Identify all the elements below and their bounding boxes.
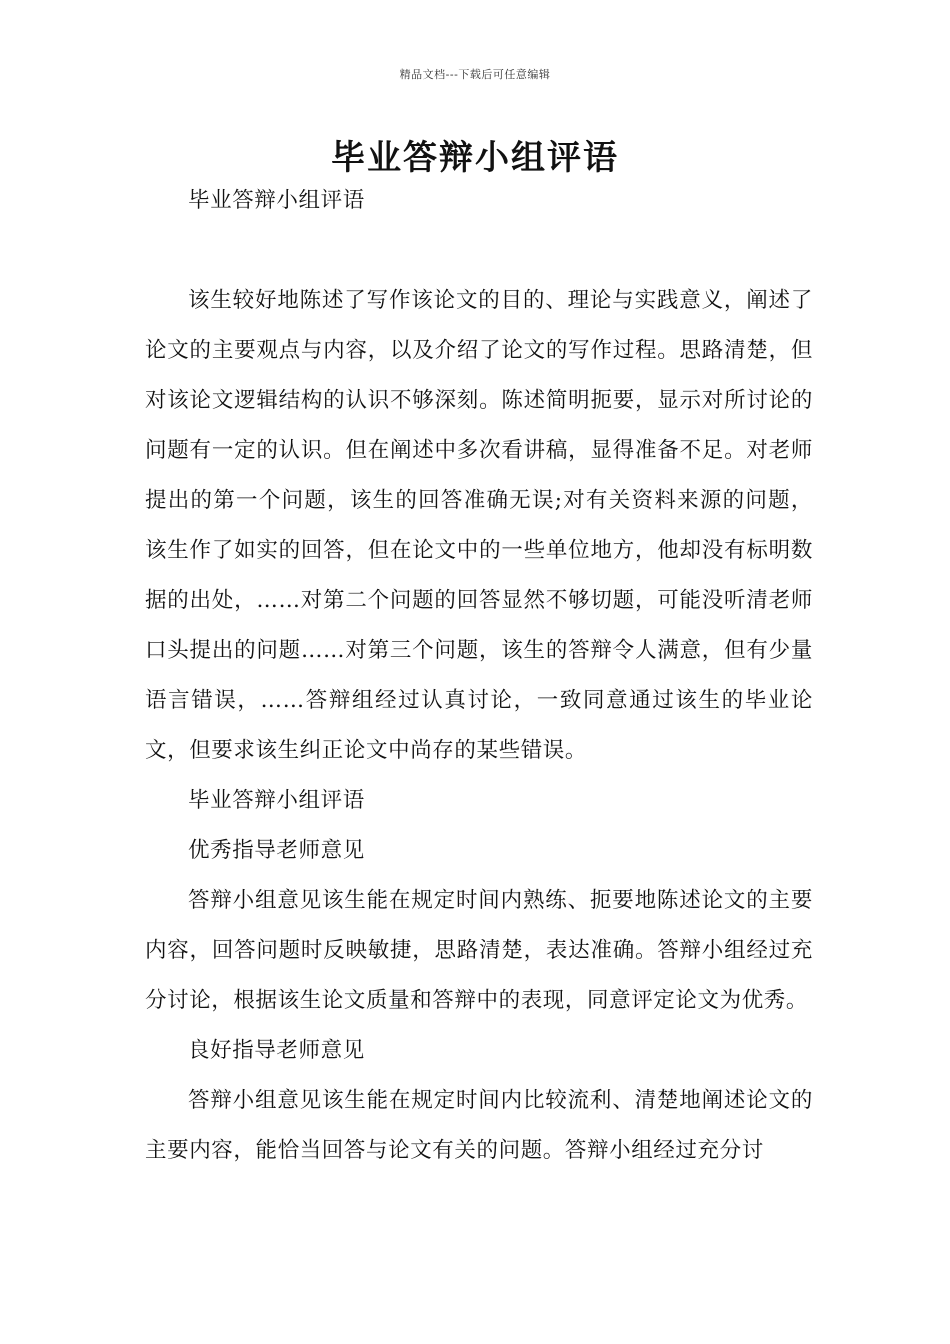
good-heading: 良好指导老师意见	[188, 1038, 365, 1063]
good-text: 答辩小组意见该生能在规定时间内比较流利、清楚地阐述论文的主要内容，能恰当回答与论文有关的问题。答辩小组经过充分讨	[145, 1088, 813, 1163]
section-heading: 毕业答辩小组评语	[188, 788, 365, 813]
blank-line	[145, 226, 813, 276]
paragraph-defense-comment: 该生较好地陈述了写作该论文的目的、理论与实践意义，阐述了论文的主要观点与内容，以及介绍了论文的写作过程。思路清楚，但对该论文逻辑结构的认识不够深刻。陈述简明扼要，显示对所讨论的问题有一定的认识。但在阐述中多次看讲稿，显得准备不足。对老师提出的第一个问题，该生的回答准确无误;对有关资料来源的问题，该生作了如实的回答，但在论文中的一些单位地方，他却没有标明数据的出处，……对第二个问题的回答显然不够切题，可能没听清老师口头提出的问题……对第三个问题，该生的答辩令人满意，但有少量语言错误，……答辩组经过认真讨论，一致同意通过该生的毕业论文，但要求该生纠正论文中尚存的某些错误。	[145, 288, 813, 763]
document-title: 毕业答辩小组评语	[331, 138, 619, 178]
excellent-text: 答辩小组意见该生能在规定时间内熟练、扼要地陈述论文的主要内容，回答问题时反映敏捷，思路清楚，表达准确。答辩小组经过充分讨论，根据该生论文质量和答辩中的表现，同意评定论文为优秀。	[145, 888, 813, 1013]
header-note: 精品文档---下载后可任意编辑	[399, 68, 551, 81]
excellent-heading: 优秀指导老师意见	[188, 838, 365, 863]
document-body	[145, 176, 813, 1176]
document-subtitle: 毕业答辩小组评语	[188, 188, 365, 213]
